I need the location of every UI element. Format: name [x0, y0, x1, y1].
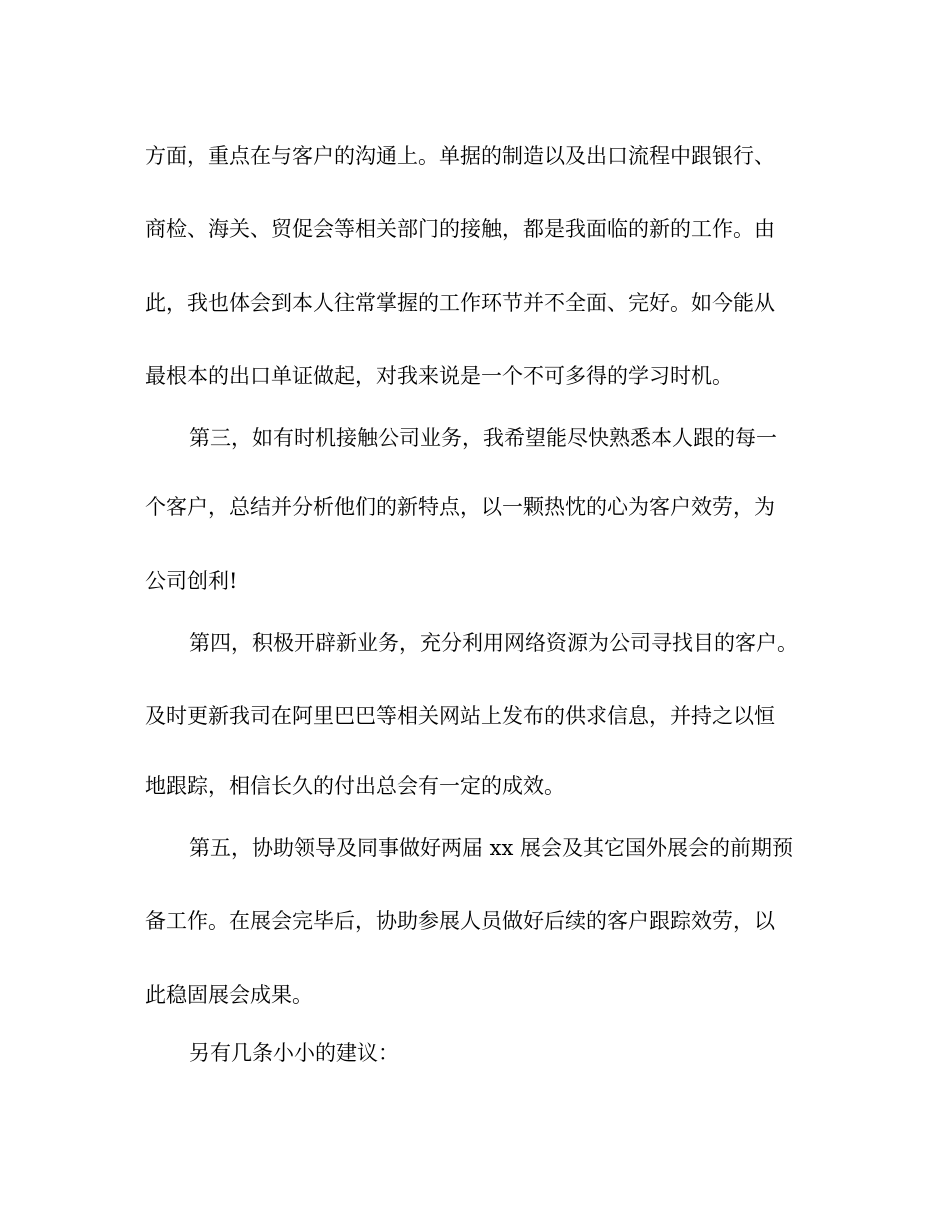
text-line: 方面，重点在与客户的沟通上。单据的制造以及出口流程中跟银行、 — [145, 144, 775, 168]
text-line: 最根本的出口单证做起，对我来说是一个不可多得的学习时机。 — [145, 364, 733, 388]
text-line: 第四，积极开辟新业务，充分利用网络资源为公司寻找目的客户。 — [189, 631, 798, 655]
text-line: 另有几条小小的建议： — [189, 1041, 399, 1065]
text-line: 此，我也体会到本人往常掌握的工作环节并不全面、完好。如今能从 — [145, 291, 775, 315]
text-line: 地跟踪，相信长久的付出总会有一定的成效。 — [145, 774, 565, 798]
text-line: 此稳固展会成果。 — [145, 983, 313, 1007]
text-line: 第三，如有时机接触公司业务，我希望能尽快熟悉本人跟的每一 — [189, 426, 777, 450]
text-line: 商检、海关、贸促会等相关部门的接触，都是我面临的新的工作。由 — [145, 217, 775, 241]
text-line: 公司创利! — [145, 569, 238, 593]
text-line: 及时更新我司在阿里巴巴等相关网站上发布的供求信息，并持之以恒 — [145, 704, 775, 728]
text-line: 个客户，总结并分析他们的新特点，以一颗热忱的心为客户效劳，为 — [145, 495, 775, 519]
text-line: 备工作。在展会完毕后，协助参展人员做好后续的客户跟踪效劳，以 — [145, 909, 775, 933]
text-line: 第五，协助领导及同事做好两届 xx 展会及其它国外展会的前期预 — [189, 836, 794, 860]
